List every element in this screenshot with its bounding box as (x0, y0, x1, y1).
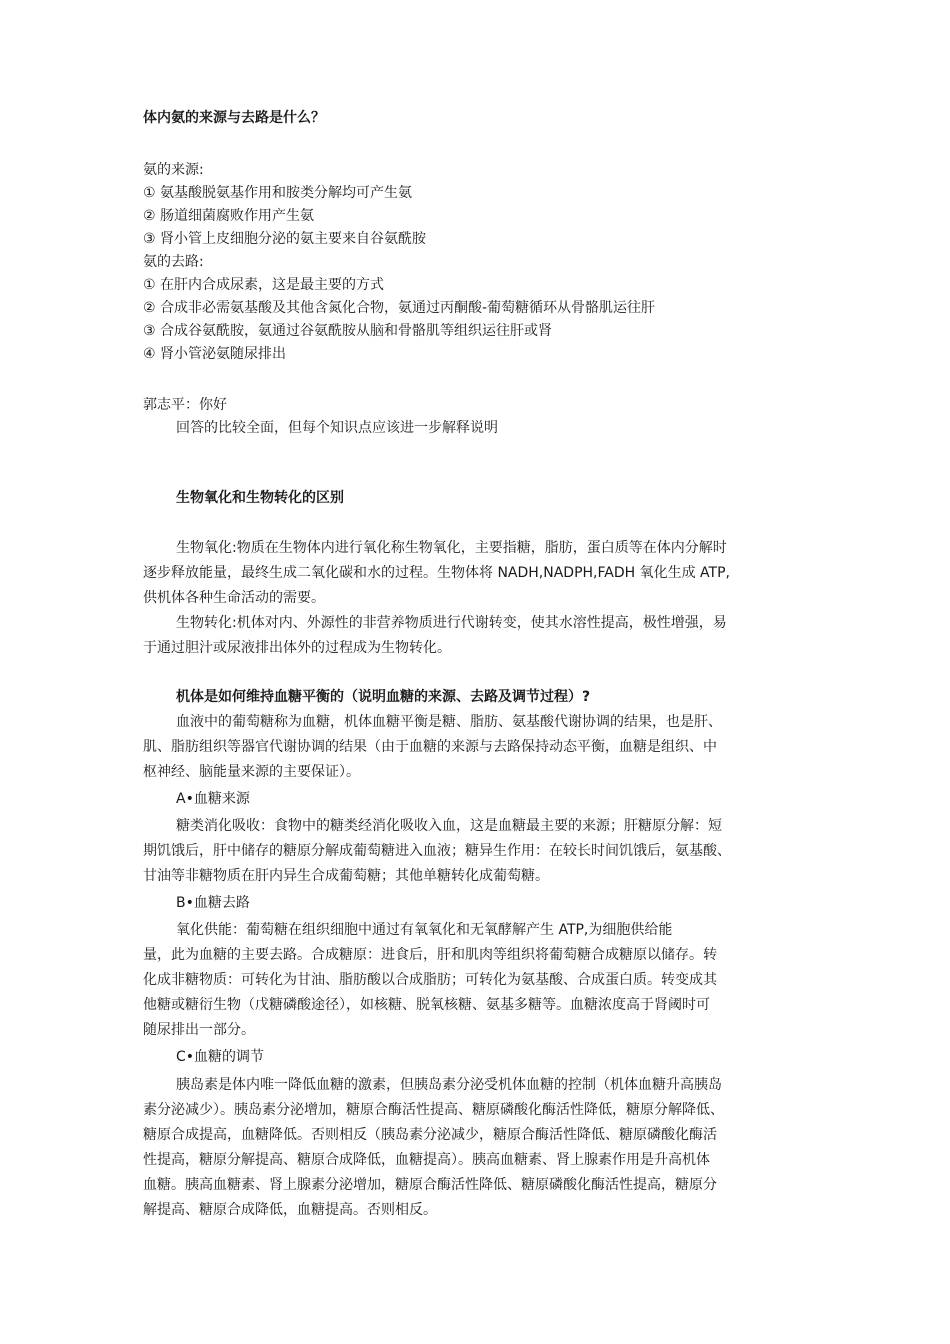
q3-title: 机体是如何维持血糖平衡的（说明血糖的来源、去路及调节过程）? (176, 689, 591, 705)
q2-paragraph-line: 生物氧化:物质在生物体内进行氧化称生物氧化，主要指糖，脂肪，蛋白质等在体内分解时 (176, 540, 727, 556)
q3-a-line: 糖类消化吸收：食物中的糖类经消化吸收入血，这是血糖最主要的来源；肝糖原分解：短 (176, 818, 722, 834)
q1-dest-item: ② 合成非必需氨基酸及其他含氮化合物，氨通过丙酮酸-葡萄糖循环从骨骼肌运往肝 (143, 300, 656, 316)
q2-paragraph-line: 于通过胆汁或尿液排出体外的过程成为生物转化。 (143, 640, 451, 656)
q1-source-item: ① 氨基酸脱氨基作用和胺类分解均可产生氨 (143, 185, 412, 201)
q3-a-line: 甘油等非糖物质在肝内异生合成葡萄糖；其他单糖转化成葡萄糖。 (143, 868, 549, 884)
q1-title: 体内氨的来源与去路是什么？ (143, 110, 325, 126)
q3-b-line: 量，此为血糖的主要去路。合成糖原：进食后，肝和肌肉等组织将葡萄糖合成糖原以储存。转 (143, 947, 717, 963)
q3-c-heading: C•血糖的调节 (176, 1049, 265, 1065)
q3-c-line: 胰岛素是体内唯一降低血糖的激素，但胰岛素分泌受机体血糖的控制（机体血糖升高胰岛 (176, 1077, 722, 1093)
q3-c-line: 解提高、糖原合成降低，血糖提高。否则相反。 (143, 1202, 437, 1218)
q1-source-item: ③ 肾小管上皮细胞分泌的氨主要来自谷氨酰胺 (143, 231, 426, 247)
q3-b-heading: B•血糖去路 (176, 895, 250, 911)
q1-dest-item: ③ 合成谷氨酰胺，氨通过谷氨酰胺从脑和骨骼肌等组织运往肝或肾 (143, 323, 552, 339)
q1-source-heading: 氨的来源: (143, 162, 204, 178)
q3-c-line: 糖原合成提高，血糖降低。否则相反（胰岛素分泌减少，糖原合酶活性降低、糖原磷酸化酶活 (143, 1127, 717, 1143)
q2-paragraph-line: 供机体各种生命活动的需要。 (143, 590, 325, 606)
q1-source-item: ② 肠道细菌腐败作用产生氨 (143, 208, 315, 224)
q2-paragraph-line: 逐步释放能量，最终生成二氧化碳和水的过程。生物体将 NADH,NADPH,FADH 氧化生成 ATP, (143, 565, 730, 581)
q1-dest-item: ① 在肝内合成尿素，这是最主要的方式 (143, 277, 384, 293)
q3-intro-line: 肌、脂肪组织等器官代谢协调的结果（由于血糖的来源与去路保持动态平衡，血糖是组织、中 (143, 739, 717, 755)
comment-text: 回答的比较全面，但每个知识点应该进一步解释说明 (176, 420, 498, 436)
q3-intro-line: 枢神经、脑能量来源的主要保证）。 (143, 764, 360, 780)
q2-paragraph-line: 生物转化:机体对内、外源性的非营养物质进行代谢转变，使其水溶性提高，极性增强，易 (176, 615, 727, 631)
q1-dest-item: ④ 肾小管泌氨随尿排出 (143, 346, 287, 362)
q3-intro-line: 血液中的葡萄糖称为血糖，机体血糖平衡是糖、脂肪、氨基酸代谢协调的结果，也是肝、 (176, 714, 722, 730)
q2-title: 生物氧化和生物转化的区别 (176, 490, 344, 506)
q3-b-line: 随尿排出一部分。 (143, 1022, 255, 1038)
q3-b-line: 氧化供能：葡萄糖在组织细胞中通过有氧氧化和无氧酵解产生 ATP,为细胞供给能 (176, 922, 673, 938)
q3-c-line: 性提高，糖原分解提高、糖原合成降低，血糖提高）。胰高血糖素、肾上腺素作用是升高机体 (143, 1152, 710, 1168)
q3-a-heading: A•血糖来源 (176, 791, 250, 807)
q3-c-line: 素分泌减少）。胰岛素分泌增加，糖原合酶活性提高、糖原磷酸化酶活性降低，糖原分解降低、 (143, 1102, 724, 1118)
q3-b-line: 化成非糖物质：可转化为甘油、脂肪酸以合成脂肪；可转化为氨基酸、合成蛋白质。转变成其 (143, 972, 717, 988)
q3-c-line: 血糖。胰高血糖素、肾上腺素分泌增加，糖原合酶活性降低、糖原磷酸化酶活性提高，糖原分 (143, 1177, 717, 1193)
comment-greeting: 郭志平：你好 (143, 397, 227, 413)
q3-a-line: 期饥饿后，肝中储存的糖原分解成葡萄糖进入血液；糖异生作用：在较长时间饥饿后，氨基酸、 (143, 843, 731, 859)
q1-dest-heading: 氨的去路: (143, 254, 204, 270)
q3-b-line: 他糖或糖衍生物（戊糖磷酸途径），如核糖、脱氧核糖、氨基多糖等。血糖浓度高于肾阈时可 (143, 997, 710, 1013)
